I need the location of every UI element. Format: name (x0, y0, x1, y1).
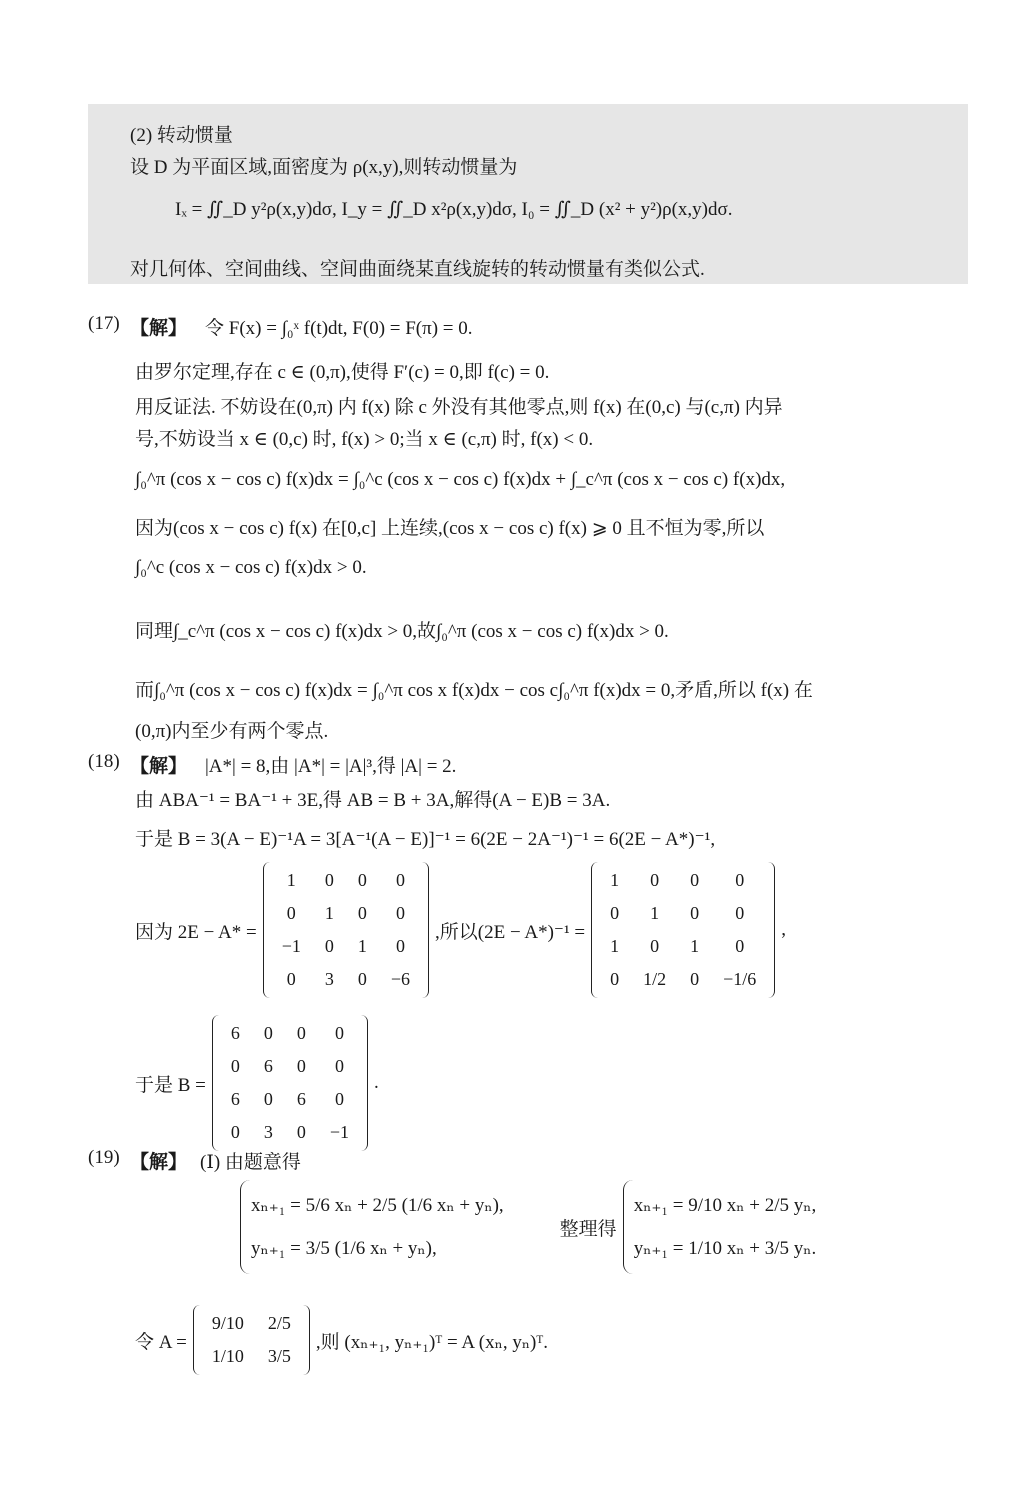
p18-line: |A*| = 8,由 |A*| = |A|³,得 |A| = 2. (205, 756, 457, 777)
matrix-line (135, 862, 786, 998)
matrix-cell: 1 (610, 936, 620, 956)
problem-17-label: (17) (88, 313, 120, 334)
problem-19-tag: 【解】 (130, 1152, 188, 1173)
matrix-cell: 0 (690, 903, 700, 923)
matrix-cell: 0 (230, 1056, 240, 1076)
a-prefix: 令 A = (135, 1331, 187, 1353)
m1-prefix: 因为 2E − A* = (135, 921, 257, 943)
equation: yₙ₊₁ = 3/5 (1/6 xₙ + yₙ), (251, 1238, 437, 1259)
matrix-cell: −6 (390, 969, 411, 989)
box-intro: 设 D 为平面区域,面密度为 ρ(x,y),则转动惯量为 (130, 157, 518, 178)
matrix-cell: 1 (610, 870, 620, 890)
box-formula: Iₓ = ∬_D y²ρ(x,y)dσ, I_y = ∬_D x²ρ(x,y)dσ, I₀ = ∬_D (x² + y²)ρ(x,y)dσ. (175, 199, 733, 220)
matrix-cell: 0 (395, 936, 405, 956)
matrix-cell: 0 (650, 936, 660, 956)
p17-line: (0,π)内至少有两个零点. (135, 721, 329, 742)
matrix-cell: 1 (690, 936, 700, 956)
matrix-cell: 3 (324, 969, 334, 989)
matrix-cell: 0 (735, 903, 745, 923)
matrix-a (193, 1305, 310, 1375)
matrix-cell: 0 (324, 870, 334, 890)
p17-line: 用反证法. 不妨设在(0,π) 内 f(x) 除 c 外没有其他零点,则 f(x) 在(0,c) 与(c,π) 内异 (135, 397, 783, 418)
matrix-cell: 6 (263, 1056, 273, 1076)
p18-line: 由 ABA⁻¹ = BA⁻¹ + 3E,得 AB = B + 3A,解得(A − E)B = 3A. (135, 790, 611, 811)
a-suffix: ,则 (xₙ₊₁, yₙ₊₁)ᵀ = A (xₙ, yₙ)ᵀ. (315, 1331, 549, 1353)
p19-intro: (Ⅰ) 由题意得 (200, 1152, 301, 1173)
matrix-cell: 0 (263, 1089, 273, 1109)
m3-prefix: 于是 B = (135, 1074, 206, 1096)
p17-line: 令 F(x) = ∫₀ˣ f(t)dt, F(0) = F(π) = 0. (205, 318, 473, 339)
p17-line: ∫₀^π (cos x − cos c) f(x)dx = ∫₀^c (cos x − cos c) f(x)dx + ∫_c^π (cos x − cos c) f(x)dx, (135, 469, 786, 490)
sys-mid-label: 整理得 (559, 1218, 617, 1240)
matrix-cell: 1/2 (643, 969, 667, 989)
p17-line: 同理∫_c^π (cos x − cos c) f(x)dx > 0,故∫₀^π (cos x − cos c) f(x)dx > 0. (135, 621, 669, 642)
p17-line: 因为(cos x − cos c) f(x) 在[0,c] 上连续,(cos x − cos c) f(x) ⩾ 0 且不恒为零,所以 (135, 518, 765, 539)
equation: yₙ₊₁ = 1/10 xₙ + 3/5 yₙ. (633, 1238, 817, 1259)
matrix-cell: 0 (334, 1056, 344, 1076)
matrix-cell: 0 (324, 936, 334, 956)
matrix-cell: 0 (357, 969, 367, 989)
matrix-cell: 0 (296, 1122, 306, 1142)
matrix-cell: 0 (286, 903, 296, 923)
problem-19-label: (19) (88, 1147, 120, 1168)
matrix-cell: 3/5 (267, 1346, 291, 1366)
matrix-cell: 0 (334, 1089, 344, 1109)
p17-line: 由罗尔定理,存在 c ∈ (0,π),使得 F′(c) = 0,即 f(c) = 0. (135, 362, 550, 383)
matrix-cell: 9/10 (211, 1313, 244, 1333)
matrix-b (212, 1015, 368, 1151)
matrix-cell: 2/5 (267, 1313, 291, 1333)
p17-line: ∫₀^c (cos x − cos c) f(x)dx > 0. (135, 557, 367, 578)
matrix-cell: −1 (281, 936, 301, 956)
box-note: 对几何体、空间曲线、空间曲面绕某直线旋转的转动惯量有类似公式. (130, 259, 705, 280)
matrix-cell: 0 (334, 1023, 344, 1043)
matrix-cell: 0 (395, 903, 405, 923)
equation: xₙ₊₁ = 5/6 xₙ + 2/5 (1/6 xₙ + yₙ), (251, 1195, 504, 1216)
matrix-cell: 0 (263, 1023, 273, 1043)
matrix-cell: 0 (286, 969, 296, 989)
system-1 (240, 1180, 514, 1274)
matrix-cell: −1 (329, 1122, 350, 1142)
matrix-cell: 0 (357, 870, 367, 890)
matrix-cell: 1/10 (211, 1346, 244, 1366)
p17-line: 而∫₀^π (cos x − cos c) f(x)dx = ∫₀^π cos x f(x)dx − cos c∫₀^π f(x)dx = 0,矛盾,所以 f(x) 在 (135, 680, 813, 701)
matrix-cell: 1 (357, 936, 367, 956)
matrix-cell: 0 (735, 870, 745, 890)
system-line (240, 1180, 826, 1274)
a-def-line (135, 1305, 548, 1375)
matrix-cell: 1 (324, 903, 334, 923)
matrix-cell: 0 (296, 1023, 306, 1043)
matrix-cell: 0 (690, 870, 700, 890)
matrix-b-line (135, 1015, 379, 1151)
problem-17-tag: 【解】 (130, 318, 188, 339)
matrix-cell: 6 (230, 1023, 240, 1043)
m3-suffix: . (374, 1072, 379, 1093)
matrix-inverse (591, 862, 775, 998)
problem-18-tag: 【解】 (130, 756, 188, 777)
matrix-cell: 0 (230, 1122, 240, 1142)
box-title: (2) 转动惯量 (130, 125, 233, 146)
matrix-cell: 0 (610, 903, 620, 923)
matrix-cell: 0 (650, 870, 660, 890)
matrix-cell: 1 (650, 903, 660, 923)
m2-prefix: ,所以(2E − A*)⁻¹ = (435, 921, 586, 943)
matrix-cell: 0 (735, 936, 745, 956)
matrix-cell: 1 (286, 870, 296, 890)
m2-suffix: , (781, 919, 787, 940)
p17-line: 号,不妨设当 x ∈ (0,c) 时, f(x) > 0;当 x ∈ (c,π) 时, f(x) < 0. (135, 429, 594, 450)
matrix-cell: 6 (230, 1089, 240, 1109)
matrix-cell: 0 (395, 870, 405, 890)
matrix-cell: 0 (610, 969, 620, 989)
matrix-2e-minus-astar (263, 862, 429, 998)
matrix-cell: 0 (296, 1056, 306, 1076)
matrix-cell: 3 (263, 1122, 273, 1142)
matrix-cell: −1/6 (723, 969, 757, 989)
system-2 (623, 1180, 827, 1274)
matrix-cell: 0 (357, 903, 367, 923)
problem-18-label: (18) (88, 751, 120, 772)
matrix-cell: 6 (296, 1089, 306, 1109)
equation: xₙ₊₁ = 9/10 xₙ + 2/5 yₙ, (633, 1195, 817, 1216)
matrix-cell: 0 (690, 969, 700, 989)
p18-line: 于是 B = 3(A − E)⁻¹A = 3[A⁻¹(A − E)]⁻¹ = 6(2E − 2A⁻¹)⁻¹ = 6(2E − A*)⁻¹, (135, 829, 716, 850)
